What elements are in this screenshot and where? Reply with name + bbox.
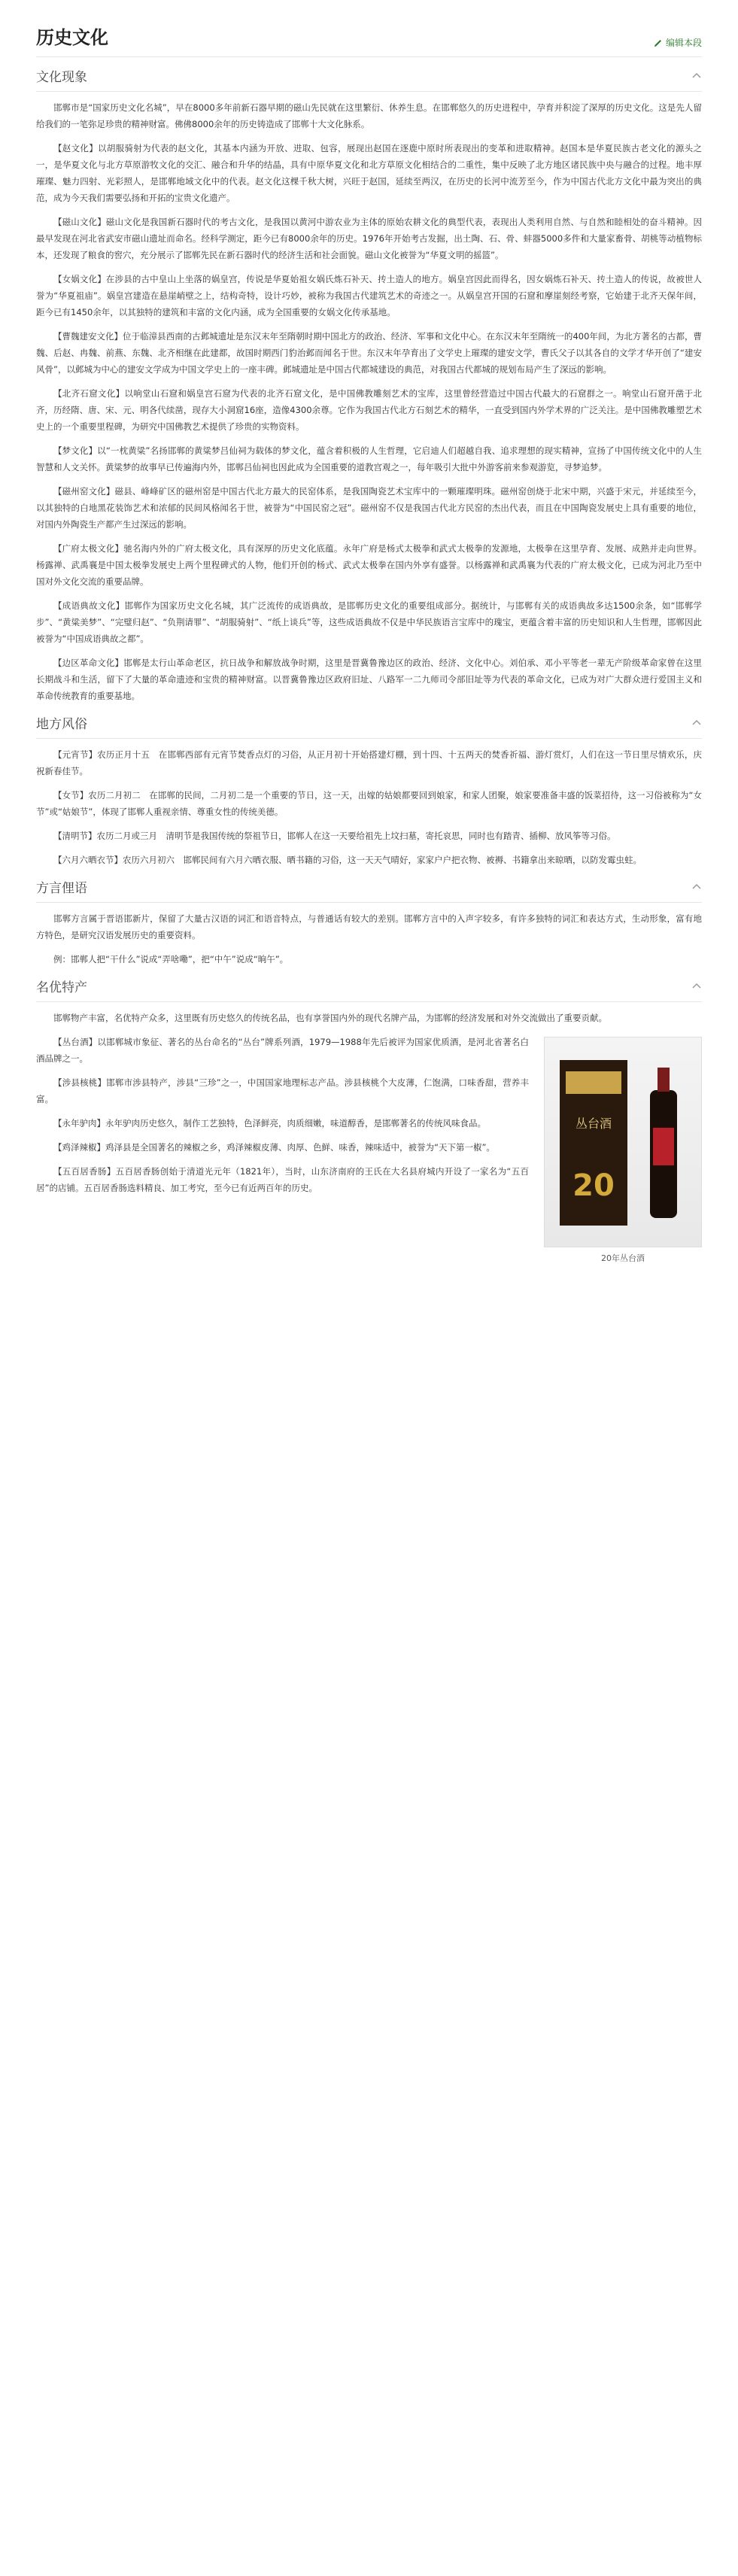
paragraph: 邯郸物产丰富，名优特产众多，这里既有历史悠久的传统名品，也有享誉国内外的现代名牌产品，为邯郸的经济发展和对外交流做出了重要贡献。	[53, 1013, 607, 1023]
paragraph: 【磁山文化】磁山文化是我国新石器时代的考古文化，是我国以黄河中游农业为主体的原始农耕文化的典型代表，表现出人类利用自然、与自然和睦相处的奋斗精神。因最早发现在河北省武安市磁山遗址而命名。经科学测定，距今已有8000余年的历史。1976年开始考古发掘，出土陶、石、骨、蚌器5000多件和大量家畜骨、胡桃等动植物标本，还发现了粮食的窖穴，充分展示了邯郸先民在新石器时代的经济生活和社会面貌。磁山文化被誉为“华夏文明的摇篮”。	[36, 217, 702, 260]
paragraph: 【赵文化】以胡服骑射为代表的赵文化，其基本内涵为开放、进取、包容，展现出赵国在逐鹿中原时所表现出的变革和进取精神。赵国本是华夏民族古老文化的源头之一，是华夏文化与北方草原游牧文化的交汇、融合和升华的结晶，具有中原华夏文化和北方草原文化相结合的二重性，集中反映了北方地区诸民族中央与融合的过程。地丰厚璀璨、魅力四射、光彩照人，是邯郸地域文化中的代表。赵文化这棵千秋大树，兴旺于赵国，延续至两汉，在历史的长河中流芳至今，作为中国古代北方文化中最为突出的典范，成为今天我们需要弘扬和开拓的宝贵文化遗产。	[36, 143, 702, 203]
liquor-bottle-icon	[545, 1037, 701, 1247]
paragraph: 【永年驴肉】永年驴肉历史悠久，制作工艺独特，色泽鲜亮，肉质细嫩，味道醇香，是邯郸著名的传统风味食品。	[53, 1118, 486, 1129]
paragraph: 【元宵节】农历正月十五 在邯郸西部有元宵节焚香点灯的习俗，从正月初十开始搭建灯棚，到十四、十五两天的焚香祈福、游灯赏灯，人们在这一节日里尽情欢乐，庆祝新春佳节。	[36, 749, 702, 776]
section-head-customs	[36, 704, 702, 739]
section-title: 方言俚语	[36, 881, 87, 896]
paragraph: 【清明节】农历二月或三月 清明节是我国传统的祭祖节日，邯郸人在这一天要给祖先上坟扫墓，寄托哀思，同时也有踏青、插柳、放风筝等习俗。	[53, 831, 616, 841]
section-title: 文化现象	[36, 70, 87, 85]
section-head-dialect	[36, 868, 702, 903]
paragraph: 邯郸市是“国家历史文化名城”，早在8000多年前新石器早期的磁山先民就在这里繁衍、休养生息。在邯郸悠久的历史进程中，孕育并积淀了深厚的历史文化。这是先人留给我们的一笔弥足珍贵的精神财富。佛佛8000余年的历史铸造成了邯郸十大文化脉系。	[36, 102, 702, 129]
paragraph: 【梦文化】以“一枕黄粱”名扬邯郸的黄粱梦吕仙祠为载体的梦文化，蕴含着积极的人生哲理，它启迪人们超越自我、追求理想的现实精神，宣扬了中国传统文化中的人生智慧和人文关怀。黄粱梦的故事早已传遍海内外，邯郸吕仙祠也因此成为全国重要的道教宫观之一，每年吸引大批中外游客前来参观游览，寻梦追梦。	[36, 445, 702, 472]
bottle-badge: 20	[572, 1168, 615, 1203]
page	[0, 0, 738, 1286]
image-caption: 20年丛台酒	[601, 1253, 645, 1263]
section-title: 地方风俗	[36, 717, 87, 732]
product-figure	[544, 1037, 702, 1264]
section-famous	[36, 968, 702, 1264]
paragraph: 【成语典故文化】邯郸作为国家历史文化名城，其广泛流传的成语典故，是邯郸历史文化的重要组成部分。据统计，与邯郸有关的成语典故多达1500余条，如“邯郸学步”、“黄粱美梦”、“完璧归赵”、“负荆请罪”、“胡服骑射”、“纸上谈兵”等，这些成语典故不仅是中华民族语言宝库中的瑰宝，更蕴含着丰富的历史知识和人生哲理，邯郸因此被誉为“中国成语典故之都”。	[36, 600, 702, 644]
paragraph: 【曹魏建安文化】位于临漳县西南的古邺城遗址是东汉末年至隋朝时期中国北方的政治、经济、军事和文化中心。在东汉末年至隋统一的400年间，为北方著名的古都，曹魏、后赵、冉魏、前燕、东魏、北齐相继在此建都，故国时期西门豹治邺而闻名于世。东汉末年孕育出了文学史上璀璨的建安文学，曹氏父子以其各自的文学才华开创了“建安风骨”，以邺城为中心的建安文学成为中国文学史上的一座丰碑。邺城遗址是中国古代都城建设的典范，对我国古代都城的规划布局产生了深远的影响。	[36, 331, 702, 375]
paragraph: 【丛台酒】以邯郸城市象征、著名的丛台命名的“丛台”牌系列酒，1979—1988年先后被评为国家优质酒，是河北省著名白酒品牌之一。	[36, 1037, 529, 1064]
famous-text	[36, 1026, 529, 1264]
paragraph: 例：邯郸人把“干什么”说成“弄啥嘞”，把“中午”说成“晌午”。	[53, 954, 289, 964]
chevron-up-icon[interactable]	[691, 71, 702, 81]
paragraph: 【鸡泽辣椒】鸡泽县是全国著名的辣椒之乡，鸡泽辣椒皮薄、肉厚、色鲜、味香，辣味适中，被誉为“天下第一椒”。	[53, 1142, 495, 1153]
section-culture	[36, 57, 702, 704]
section-dialect	[36, 868, 702, 968]
paragraph: 【北齐石窟文化】以响堂山石窟和娲皇宫石窟为代表的北齐石窟文化，是中国佛教雕刻艺术的宝库，这里曾经营造过中国古代最大的石窟群之一。响堂山石窟开凿于北齐，历经隋、唐、宋、元、明各代续凿，现存大小洞窟16座，造像4300余尊。它作为我国古代北方石刻艺术的精华，一直受到国内外学术界的广泛关注。是中国佛教雕塑艺术史上的一个重要里程碑，为研究中国佛教艺术提供了珍贵的实物资料。	[36, 388, 702, 432]
bottle-label: 丛台酒	[575, 1116, 612, 1131]
product-image[interactable]	[544, 1037, 702, 1247]
chevron-up-icon[interactable]	[691, 718, 702, 728]
section-title: 名优特产	[36, 980, 87, 995]
page-title: 历史文化	[36, 27, 108, 48]
chevron-up-icon[interactable]	[691, 882, 702, 892]
famous-products	[36, 1026, 702, 1264]
paragraph: 【女娲文化】在涉县的古中皇山上坐落的娲皇宫，传说是华夏始祖女娲氏炼石补天、抟土造人的地方。娲皇宫因此而得名，因女娲炼石补天、抟土造人的传说，故被世人誉为“华夏祖庙”。娲皇宫建造在悬崖峭壁之上，结构奇特，设计巧妙，被称为我国古代建筑艺术的奇迹之一。从娲皇宫开国的石窟和摩崖刻经考察，它始建于北齐天保年间，距今已有1450余年，以其独特的建筑和丰富的文化内涵，成为全国重要的女娲文化传承基地。	[36, 274, 702, 317]
paragraph: 【磁州窑文化】磁县、峰峰矿区的磁州窑是中国古代北方最大的民窑体系，是我国陶瓷艺术宝库中的一颗璀璨明珠。磁州窑创烧于北宋中期，兴盛于宋元，并延续至今，以其独特的白地黑花装饰艺术和浓郁的民间风格闻名于世，被誉为“中国民窑之冠”。磁州窑不仅是我国古代北方民窑的杰出代表，而且在中国陶瓷发展史上具有重要的地位，对国内外陶瓷生产都产生过深远的影响。	[36, 486, 702, 530]
edit-button[interactable]	[654, 36, 702, 49]
title-row	[36, 23, 702, 57]
paragraph: 邯郸方言属于晋语邯新片，保留了大量古汉语的词汇和语音特点，与普通话有较大的差别。邯郸方言中的入声字较多，有许多独特的词汇和表达方式，生动形象，富有地方特色，是研究汉语发展历史的重要资料。	[36, 913, 702, 940]
section-head-culture	[36, 57, 702, 92]
section-head-famous	[36, 968, 702, 1002]
paragraph: 【女节】农历二月初二 在邯郸的民间，二月初二是一个重要的节日，这一天，出嫁的姑娘都要回到娘家，和家人团聚，娘家要准备丰盛的饭菜招待，这一习俗被称为“女节”或“姑娘节”，体现了邯郸人重视亲情、尊重女性的传统美德。	[36, 790, 702, 817]
section-customs	[36, 704, 702, 868]
paragraph: 【边区革命文化】邯郸是太行山革命老区，抗日战争和解放战争时期，这里是晋冀鲁豫边区的政治、经济、文化中心。刘伯承、邓小平等老一辈无产阶级革命家曾在这里长期战斗和生活，留下了大量的革命遗迹和宝贵的精神财富。以晋冀鲁豫边区政府旧址、八路军一二九师司令部旧址等为代表的革命文化，已成为对广大群众进行爱国主义和革命传统教育的重要基地。	[36, 658, 702, 701]
paragraph: 【涉县核桃】邯郸市涉县特产，涉县“三珍”之一，中国国家地理标志产品。涉县核桃个大皮薄，仁饱满，口味香甜，营养丰富。	[36, 1077, 529, 1104]
paragraph: 【五百居香肠】五百居香肠创始于清道光元年（1821年），当时，山东济南府的王氏在大名县府城内开设了一家名为“五百居”的店铺。五百居香肠选料精良、加工考究，至今已有近两百年的历史。	[36, 1166, 529, 1193]
paragraph: 【广府太极文化】驰名海内外的广府太极文化，具有深厚的历史文化底蕴。永年广府是杨式太极拳和武式太极拳的发源地，太极拳在这里孕育、发展、成熟并走向世界。杨露禅、武禹襄是中国太极拳发展史上两个里程碑式的人物，他们开创的杨式、武式太极拳在国内外享有盛誉。以杨露禅和武禹襄为代表的广府太极文化，已成为河北乃至中国对外文化交流的重要品牌。	[36, 543, 702, 587]
paragraph: 【六月六晒衣节】农历六月初六 邯郸民间有六月六晒衣服、晒书籍的习俗，这一天天气晴好，家家户户把衣物、被褥、书籍拿出来晾晒，以防发霉虫蛀。	[53, 855, 642, 865]
pencil-icon	[654, 38, 663, 47]
edit-label: 编辑本段	[665, 38, 702, 48]
chevron-up-icon[interactable]	[691, 981, 702, 992]
